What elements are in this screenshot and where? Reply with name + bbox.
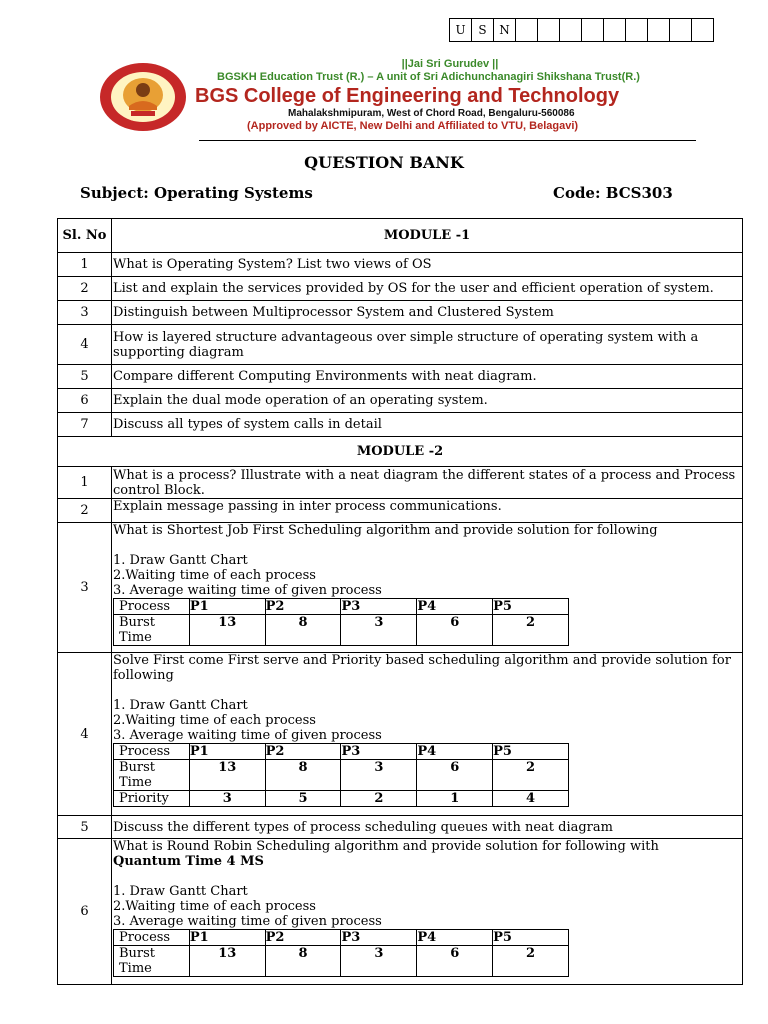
module-2-header: MODULE -2 [58,437,743,467]
burst-value: 2 [493,615,569,646]
process-id: P4 [417,599,493,615]
step-3: 3. Average waiting time of given process [113,583,382,598]
question-text: How is layered structure advantageous over simple structure of operating system with a supporting diagram [112,325,743,365]
question-number: 1 [58,253,112,277]
usn-cell [560,19,582,42]
priority-value: 1 [417,791,493,807]
usn-cell [670,19,692,42]
process-id: P5 [493,599,569,615]
burst-time-label: Burst Time [114,946,190,977]
jai-sri-gurudev: ||Jai Sri Gurudev || [401,58,499,70]
question-text: Explain message passing in inter process communications. [112,499,743,523]
process-table [113,598,569,646]
process-id: P2 [265,744,341,760]
burst-value: 13 [189,946,265,977]
usn-cell [516,19,538,42]
process-id: P3 [341,599,417,615]
process-table [113,929,569,977]
priority-label: Priority [114,791,190,807]
module-1-header: MODULE -1 [112,219,743,253]
burst-value: 13 [189,760,265,791]
process-label: Process [114,930,190,946]
question-number: 2 [58,277,112,301]
process-id: P1 [189,599,265,615]
step-3: 3. Average waiting time of given process [113,914,382,929]
step-2: 2.Waiting time of each process [113,713,316,728]
question-number: 6 [58,839,112,985]
header-rule [199,140,696,141]
college-address: Mahalakshmipuram, West of Chord Road, Bengaluru-560086 [288,108,575,119]
burst-value: 2 [493,946,569,977]
step-2: 2.Waiting time of each process [113,899,316,914]
question-text: List and explain the services provided by OS for the user and efficient operation of system. [112,277,743,301]
question-text: Explain the dual mode operation of an operating system. [112,389,743,413]
step-1: 1. Draw Gantt Chart [113,698,248,713]
burst-time-label: Burst Time [114,760,190,791]
burst-value: 6 [417,946,493,977]
question-number: 2 [58,499,112,523]
usn-cell: S [472,19,494,42]
question-number: 7 [58,413,112,437]
step-2: 2.Waiting time of each process [113,568,316,583]
process-table [113,743,569,807]
process-id: P4 [417,744,493,760]
question-number: 5 [58,365,112,389]
question-text: Compare different Computing Environments with neat diagram. [112,365,743,389]
page-title: QUESTION BANK [304,153,464,172]
question-number: 3 [58,301,112,325]
question-text: What is Shortest Job First Scheduling algorithm and provide solution for following [113,523,658,538]
college-name: BGS College of Engineering and Technology [195,85,620,107]
burst-value: 3 [341,615,417,646]
question-text: What is Operating System? List two views of OS [112,253,743,277]
usn-cell [538,19,560,42]
question-block [112,523,743,653]
question-text: Discuss all types of system calls in detail [112,413,743,437]
process-id: P1 [189,930,265,946]
priority-value: 3 [189,791,265,807]
process-id: P5 [493,744,569,760]
process-id: P5 [493,930,569,946]
priority-value: 5 [265,791,341,807]
question-block [112,839,743,985]
question-table [57,218,743,985]
burst-value: 3 [341,946,417,977]
question-number: 4 [58,325,112,365]
question-number: 6 [58,389,112,413]
burst-time-label: Burst Time [114,615,190,646]
usn-box [449,18,714,42]
usn-cell: U [450,19,472,42]
burst-value: 6 [417,615,493,646]
burst-value: 2 [493,760,569,791]
question-number: 5 [58,816,112,839]
usn-cell [648,19,670,42]
process-label: Process [114,599,190,615]
college-logo [99,62,187,132]
usn-cell [626,19,648,42]
approval-text: (Approved by AICTE, New Delhi and Affiliated to VTU, Belagavi) [247,120,579,132]
burst-value: 8 [265,946,341,977]
step-1: 1. Draw Gantt Chart [113,884,248,899]
process-label: Process [114,744,190,760]
burst-value: 8 [265,615,341,646]
usn-cell [692,19,714,42]
trust-name: BGSKH Education Trust (R.) – A unit of Sri Adichunchanagiri Shikshana Trust(R.) [217,71,640,83]
subject: Subject: Operating Systems [80,184,313,202]
process-id: P1 [189,744,265,760]
question-text: What is a process? Illustrate with a neat diagram the different states of a process and Process control Block. [112,467,743,499]
burst-value: 8 [265,760,341,791]
college-header [195,58,705,133]
usn-cell [582,19,604,42]
burst-value: 6 [417,760,493,791]
question-text: What is Round Robin Scheduling algorithm and provide solution for following with [113,839,659,854]
burst-value: 3 [341,760,417,791]
priority-value: 2 [341,791,417,807]
question-number: 3 [58,523,112,653]
priority-value: 4 [493,791,569,807]
sl-no-header: Sl. No [58,219,112,253]
step-1: 1. Draw Gantt Chart [113,553,248,568]
question-text: Solve First come First serve and Priority based scheduling algorithm and provide solution for following [113,653,731,683]
question-number: 1 [58,467,112,499]
question-text: Discuss the different types of process scheduling queues with neat diagram [112,816,743,839]
process-id: P4 [417,930,493,946]
usn-cell [604,19,626,42]
question-block [112,653,743,816]
process-id: P2 [265,930,341,946]
course-code: Code: BCS303 [553,184,673,202]
step-3: 3. Average waiting time of given process [113,728,382,743]
process-id: P3 [341,930,417,946]
process-id: P3 [341,744,417,760]
quantum-time: Quantum Time 4 MS [113,854,264,869]
burst-value: 13 [189,615,265,646]
process-id: P2 [265,599,341,615]
question-number: 4 [58,653,112,816]
usn-cell: N [494,19,516,42]
question-text: Distinguish between Multiprocessor System and Clustered System [112,301,743,325]
